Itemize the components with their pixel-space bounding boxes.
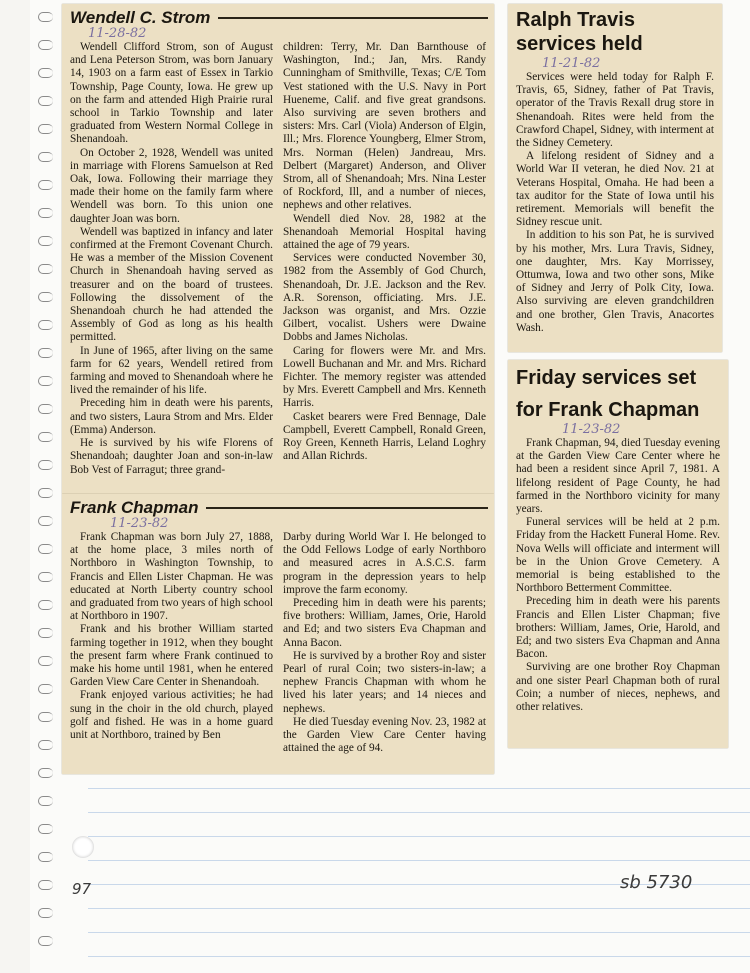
chapman-column-left [70, 531, 273, 755]
paragraph: Caring for flowers were Mr. and Mrs. Lowell Buchanan and Mr. and Mrs. Richard Fichter. The memory register was attended by Mrs. Everett Campbell and Mrs. Kenneth Harris. [283, 344, 486, 410]
chapman-name: Frank Chapman [70, 498, 199, 517]
reference-code-note: sb 5730 [620, 872, 693, 893]
paragraph: Preceding him in death were his parents, and two sisters, Laura Strom and Mrs. Elder (Emma) Anderson. [70, 397, 273, 436]
rule-line [88, 788, 750, 789]
chapman-obituary-clipping [62, 494, 494, 774]
paragraph: He died Tuesday evening Nov. 23, 1982 at the Garden View Care Center having attained the age of 94. [283, 715, 486, 755]
paragraph: Preceding him in death were his parents Francis and Ellen Lister Chapman; five brothers: William, James, Orie, Harold, and Ed; and two sisters Eva Chapman and Anna Bacon. [516, 595, 720, 661]
paragraph: Frank Chapman, 94, died Tuesday evening at the Garden View Care Center where he had been a resident since April 7, 1981. A lifelong resident of Page County, he had farmed in the Northboro vicinity for many years. [516, 437, 720, 516]
heading-rule [218, 17, 488, 19]
paragraph: Surviving are one brother Roy Chapman and one sister Pearl Chapman both of rural Coin; a number of nieces, nephews, and other relatives. [516, 661, 720, 714]
friday-body [508, 437, 728, 714]
paragraph: Services were conducted November 30, 1982 from the Assembly of God Church, Shenandoah, Dr. J.E. Jackson and the Rev. A.R. Sorenson, officiating. Mrs. J.E. Jackson was organist, and Mrs. Ozzie Gilbert, vocalist. Ushers were Dwaine Dobbs and James Nicholas. [283, 252, 486, 344]
rule-line [88, 812, 750, 813]
paragraph: Services were held today for Ralph F. Travis, 65, Sidney, father of Pat Travis, operator of the Travis Rexall drug store in Shenandoah. Rites were held from the Crawford Chapel, Sidney, with interment at the Sidney Cemetery. [516, 71, 714, 150]
paragraph: Funeral services will be held at 2 p.m. Friday from the Hackett Funeral Home. Rev. Nova Wells will officiate and interment will be in the Union Grove Cemetery. A memorial is being established to the Northboro Betterment Committee. [516, 516, 720, 595]
travis-obituary-clipping [508, 4, 722, 352]
paragraph: Casket bearers were Fred Bennage, Dale Campbell, Everett Campbell, Ronald Green, Roy Green, Kenneth Harris, Leland Loghry and Allan Richrds. [283, 410, 486, 463]
paragraph: Wendell Clifford Strom, son of August and Lena Peterson Strom, was born January 14, 1903 on a farm east of Essex in Tarkio Township, Page County, Iowa. He grew up on the farm and attended High Prairie rural school in Tarkio Township and later graduated from Western Normal College in Shenandoah. [70, 41, 273, 146]
paragraph: Frank Chapman was born July 27, 1888, at the home place, 3 miles north of Northboro in Washington Township, to Francis and Ellen Lister Chapman. He was educated at North Liberty country school and graduated from two years of high school at Northboro in 1907. [70, 531, 273, 623]
spiral-binding [0, 0, 60, 973]
chapman-heading [62, 494, 494, 518]
punch-hole [72, 836, 94, 858]
strom-obituary-clipping [62, 4, 494, 494]
paragraph: Frank and his brother William started farming together in 1912, when they bought the present farm where Frank continued to make his home until 1981, when he entered Garden View Care Center in Shenandoah. [70, 623, 273, 689]
rule-line [88, 908, 750, 909]
strom-column-left [70, 41, 273, 477]
paragraph: Wendell died Nov. 28, 1982 at the Shenandoah Memorial Hospital having attained the age of 79 years. [283, 212, 486, 252]
friday-title-2: for Frank Chapman [516, 399, 700, 421]
travis-title-1: Ralph Travis [516, 9, 635, 31]
travis-date-note: 11-21-82 [542, 56, 601, 71]
page-number-note: 97 [72, 880, 92, 898]
chapman-column-right [283, 531, 486, 755]
rule-line [88, 860, 750, 861]
paragraph: Preceding him in death were his parents; five brothers: William, James, Orie, Harold and Ed; and two sisters Eva Chapman and Anna Bacon. [283, 597, 486, 649]
paragraph: A lifelong resident of Sidney and a World War II veteran, he died Nov. 21 at Veterans Hospital, Omaha. He had been a tax auditor for the State of Iowa until his retirement. Memorials will benefit the Sidney rescue unit. [516, 150, 714, 229]
strom-date-note: 11-28-82 [88, 26, 147, 41]
paragraph: children: Terry, Mr. Dan Barnthouse of Washington, Ind.; Jan, Mrs. Randy Cunningham of Smithville, Texas; C/E Tom Vest stationed with the U.S. Navy in Port Hueneme, Calif. and five great grandsons. Also surviving are seven brothers and sisters: Mrs. Carl (Viola) Anderson of Elgin, Ill.; Mrs. Florence Youngberg, Elmer Strom, Mrs. Norman (Helen) Jandreau, Mrs. Delbert (Margaret) Anderson, and Oliver Strom, all of Shenandoah; Mrs. Nina Lester of Rockford, Ill, and a number of nieces, nephews and other relatives. [283, 41, 486, 212]
paragraph: In June of 1965, after living on the same farm for 62 years, Wendell retired from farming and moved to Shenandoah where he lived the remainder of his life. [70, 344, 273, 397]
chapman-columns [62, 531, 494, 755]
strom-name: Wendell C. Strom [70, 8, 211, 27]
friday-services-clipping [508, 360, 728, 748]
friday-date-note: 11-23-82 [562, 422, 621, 437]
travis-body [508, 71, 722, 335]
rule-line [88, 956, 750, 957]
paragraph: Darby during World War I. He belonged to the Odd Fellows Lodge of early Northboro and measured acres in A.S.C.S. farm program in the depression years to help improve the farm economy. [283, 531, 486, 596]
strom-columns [62, 41, 494, 477]
strom-column-right [283, 41, 486, 477]
rule-line [88, 836, 750, 837]
travis-title-2: services held [516, 33, 643, 55]
strom-heading [62, 4, 494, 28]
paragraph: On October 2, 1928, Wendell was united in marriage with Florens Samuelson at Red Oak, Iowa. Following their marriage they made their home on the family farm where Wendell was born. To this union one daughter Joan was born. [70, 146, 273, 225]
chapman-date-note: 11-23-82 [110, 516, 169, 531]
paragraph: In addition to his son Pat, he is survived by his mother, Mrs. Lura Travis, Sidney, one daughter, Mrs. Kay Morrissey, Ottumwa, Iowa and two other sons, Mike of Sidney and Jerry of Polk City, Iowa. Also surviving are eleven grandchildren and one brother, Glen Travis, Anacortes Wash. [516, 229, 714, 334]
paragraph: He is survived by a brother Roy and sister Pearl of rural Coin; two sisters-in-law; a nephew Francis Chapman with whom he lived his later years; and 14 nieces and nephews. [283, 649, 486, 715]
heading-rule [206, 507, 488, 509]
paragraph: He is survived by his wife Florens of Shenandoah; daughter Joan and son-in-law Bob Vest of Farragut; three grand- [70, 437, 273, 476]
friday-title-1: Friday services set [516, 367, 697, 389]
paragraph: Wendell was baptized in infancy and later confirmed at the Fremont Covenant Church. He was a member of the Mission Covenent Church in Shenandoah having served as treasurer and on the board of trustees. Following the dissolvement of the Shenandoah church he had attended the Assembly of God as long as his health permitted. [70, 225, 273, 344]
paragraph: Frank enjoyed various activities; he had sung in the choir in the old church, played golf and fished. He was in a home guard unit at Northboro, trained by Ben [70, 689, 273, 742]
rule-line [88, 932, 750, 933]
